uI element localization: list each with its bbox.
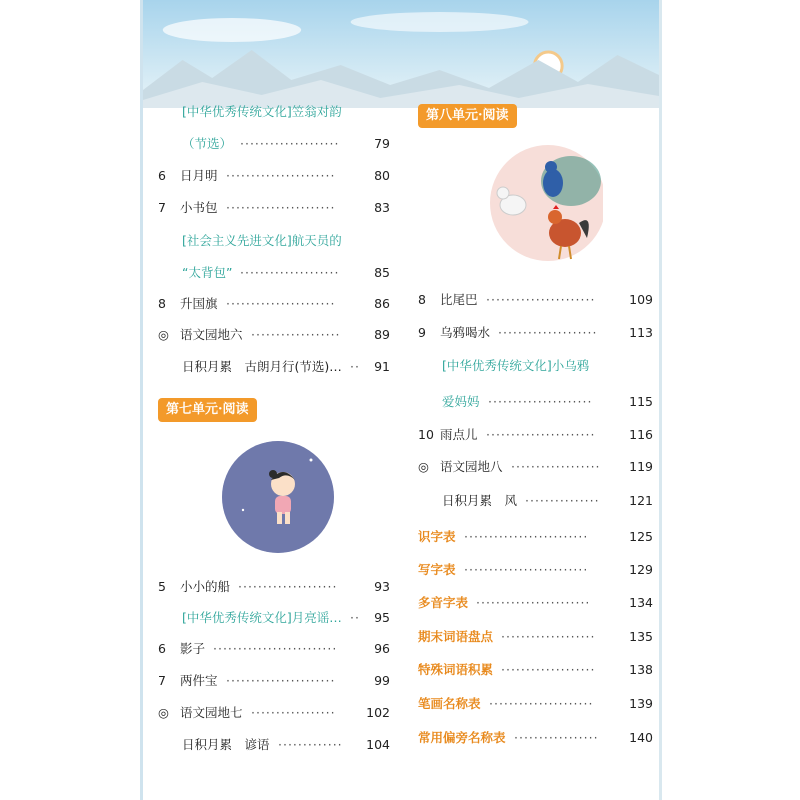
entry-title: 日积月累 古朗月行(节选)… <box>182 359 342 374</box>
entry-title: （节选） <box>182 136 233 151</box>
leader-dots: ··················· <box>501 629 596 644</box>
entry-page-number: 121 <box>629 493 653 508</box>
toc-entry <box>418 490 653 512</box>
entry-title: 识字表 <box>418 529 456 544</box>
toc-entry <box>418 559 653 581</box>
entry-title: 比尾巴 <box>440 292 478 307</box>
entry-page-number: 89 <box>374 327 390 342</box>
entry-title: 语文园地七 <box>180 705 243 720</box>
entry-title: 影子 <box>180 641 206 656</box>
leader-dots: ············· <box>278 737 343 752</box>
toc-lesson-entry <box>158 293 390 315</box>
leader-dots: ················· <box>251 705 336 720</box>
leader-dots: ························· <box>464 529 589 544</box>
toc-entry <box>418 391 653 413</box>
toc-entry <box>418 592 653 614</box>
entry-page-number: 83 <box>374 200 390 215</box>
entry-page-number: 99 <box>374 673 390 688</box>
toc-entry <box>158 230 390 252</box>
leader-dots: ··················· <box>501 662 596 677</box>
toc-lesson-entry <box>158 197 390 219</box>
entry-title: 乌鸦喝水 <box>440 325 491 340</box>
entry-title: [中华优秀传统文化]小乌鸦 <box>442 358 590 373</box>
leader-dots: ····················· <box>488 394 593 409</box>
toc-entry <box>418 727 653 749</box>
toc-entry <box>158 133 390 155</box>
entry-title: 小小的船 <box>180 579 231 594</box>
entry-title: 爱妈妈 <box>442 394 480 409</box>
entry-title: 日月明 <box>180 168 218 183</box>
entry-title: 日积月累 谚语 <box>182 737 270 752</box>
entry-title: 期末词语盘点 <box>418 629 494 644</box>
entry-page-number: 125 <box>629 529 653 544</box>
toc-lesson-entry <box>418 289 653 311</box>
entry-number: 9 <box>418 325 426 340</box>
leader-dots: ·················· <box>251 327 341 342</box>
toc-page <box>140 0 662 800</box>
sky-mountain-banner <box>143 0 659 108</box>
leader-dots: ···················· <box>498 325 598 340</box>
entry-title: 特殊词语积累 <box>418 662 494 677</box>
toc-entry <box>158 607 390 629</box>
entry-page-number: 140 <box>629 730 653 745</box>
entry-title: [中华优秀传统文化]月亮谣… <box>182 610 342 625</box>
leader-dots: ························· <box>464 562 589 577</box>
toc-entry <box>158 101 390 123</box>
entry-page-number: 93 <box>374 579 390 594</box>
leader-dots: ·· <box>350 610 360 625</box>
entry-title: [社会主义先进文化]航天员的 <box>182 233 342 248</box>
entry-title: 小书包 <box>180 200 218 215</box>
entry-page-number: 139 <box>629 696 653 711</box>
entry-number: ◎ <box>158 705 169 720</box>
leader-dots: ························· <box>213 641 338 656</box>
toc-lesson-entry <box>418 322 653 344</box>
entry-page-number: 135 <box>629 629 653 644</box>
leader-dots: ······················ <box>226 200 336 215</box>
toc-entry <box>418 626 653 648</box>
entry-number: 7 <box>158 673 166 688</box>
toc-entry <box>158 734 390 756</box>
entry-page-number: 102 <box>366 705 390 720</box>
toc-lesson-entry <box>158 165 390 187</box>
leader-dots: ················· <box>514 730 599 745</box>
toc-lesson-entry <box>158 576 390 598</box>
entry-page-number: 129 <box>629 562 653 577</box>
leader-dots: ···················· <box>238 579 338 594</box>
leader-dots: ·· <box>350 359 360 374</box>
birds-illustration <box>483 143 603 268</box>
leader-dots: ··············· <box>525 493 600 508</box>
entry-title: 两件宝 <box>180 673 218 688</box>
unit-8-reading-label: 第八单元·阅读 <box>418 104 517 128</box>
toc-lesson-entry <box>158 670 390 692</box>
toc-lesson-entry <box>158 638 390 660</box>
entry-page-number: 104 <box>366 737 390 752</box>
unit-7-reading-label: 第七单元·阅读 <box>158 398 257 422</box>
leader-dots: ·················· <box>511 459 601 474</box>
entry-page-number: 96 <box>374 641 390 656</box>
leader-dots: ······················ <box>226 296 336 311</box>
entry-title: 多音字表 <box>418 595 469 610</box>
entry-page-number: 79 <box>374 136 390 151</box>
entry-number: ◎ <box>418 459 429 474</box>
entry-number: 7 <box>158 200 166 215</box>
entry-number: 6 <box>158 641 166 656</box>
leader-dots: ······················· <box>476 595 591 610</box>
entry-page-number: 109 <box>629 292 653 307</box>
entry-number: 10 <box>418 427 434 442</box>
entry-number: 6 <box>158 168 166 183</box>
toc-entry <box>418 355 653 377</box>
leader-dots: ···················· <box>240 265 340 280</box>
entry-page-number: 134 <box>629 595 653 610</box>
toc-entry <box>158 262 390 284</box>
entry-title: “太背包” <box>182 265 233 280</box>
entry-page-number: 95 <box>374 610 390 625</box>
toc-garden-entry <box>418 456 653 478</box>
toc-entry <box>158 356 390 378</box>
entry-page-number: 86 <box>374 296 390 311</box>
leader-dots: ······················ <box>486 292 596 307</box>
entry-title: 雨点儿 <box>440 427 478 442</box>
toc-garden-entry <box>158 324 390 346</box>
entry-page-number: 91 <box>374 359 390 374</box>
toc-garden-entry <box>158 702 390 724</box>
entry-title: 常用偏旁名称表 <box>418 730 506 745</box>
entry-page-number: 119 <box>629 459 653 474</box>
entry-title: 升国旗 <box>180 296 218 311</box>
entry-number: 5 <box>158 579 166 594</box>
entry-page-number: 138 <box>629 662 653 677</box>
entry-title: 日积月累 风 <box>442 493 518 508</box>
entry-title: 写字表 <box>418 562 456 577</box>
leader-dots: ······················ <box>226 673 336 688</box>
entry-page-number: 80 <box>374 168 390 183</box>
entry-page-number: 113 <box>629 325 653 340</box>
toc-entry <box>418 526 653 548</box>
entry-page-number: 115 <box>629 394 653 409</box>
toc-entry <box>418 693 653 715</box>
entry-title: 语文园地八 <box>440 459 503 474</box>
leader-dots: ···················· <box>240 136 340 151</box>
leader-dots: ····················· <box>489 696 594 711</box>
entry-title: 语文园地六 <box>180 327 243 342</box>
leader-dots: ······················ <box>486 427 596 442</box>
moon-girl-illustration <box>221 440 335 554</box>
entry-page-number: 85 <box>374 265 390 280</box>
toc-lesson-entry <box>418 424 653 446</box>
entry-number: ◎ <box>158 327 169 342</box>
toc-entry <box>418 659 653 681</box>
entry-title: 笔画名称表 <box>418 696 481 711</box>
leader-dots: ······················ <box>226 168 336 183</box>
entry-number: 8 <box>418 292 426 307</box>
entry-title: [中华优秀传统文化]笠翁对韵 <box>182 104 342 119</box>
entry-page-number: 116 <box>629 427 653 442</box>
entry-number: 8 <box>158 296 166 311</box>
